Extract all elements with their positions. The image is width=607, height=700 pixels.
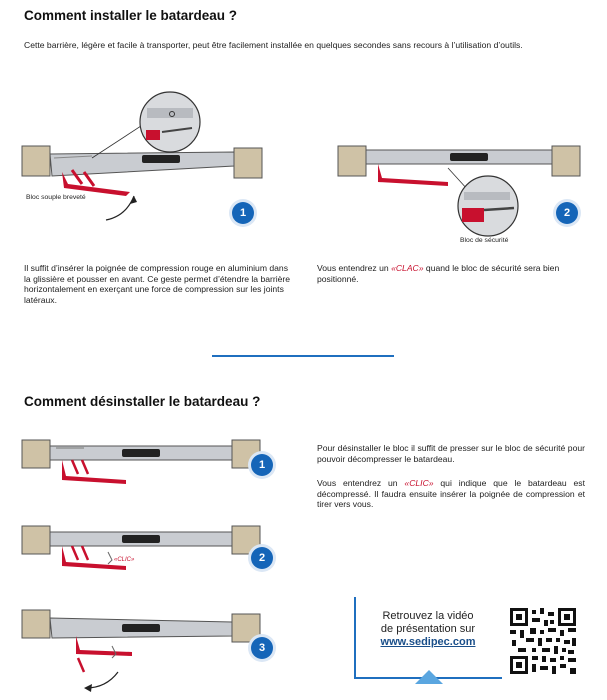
arrow-curve <box>106 196 137 220</box>
qr-code-icon[interactable] <box>510 608 576 674</box>
uninstall-step1-badge: 1 <box>251 454 273 476</box>
uninstall-para1: Pour désinstaller le bloc il suffit de presser sur le bloc de sécurité pour pouvoir décompresser le batardeau. <box>317 443 585 464</box>
uninstall-step2-badge: 2 <box>251 547 273 569</box>
wall-right-2 <box>552 146 580 176</box>
uninstall-clic-label: «CLIC» <box>114 557 135 563</box>
triangle-pointer-icon <box>415 670 443 684</box>
uninstall-step2-diagram <box>22 524 282 584</box>
install-intro: Cette barrière, légère et facile à transporter, peut être facilement installée en quelques secondes sans recours à l’utilisation d’outils. <box>24 40 523 50</box>
install-step2-text: Vous entendrez un «CLAC» quand le bloc de sécurité sera bien positionné. <box>317 263 560 284</box>
install-step1-badge: 1 <box>232 202 254 224</box>
install-step2-label: Bloc de sécurité <box>460 237 509 244</box>
install-step1-label: Bloc souple breveté <box>26 194 86 201</box>
clic-highlight: «CLIC» <box>404 478 434 488</box>
uninstall-step1-diagram <box>22 438 282 498</box>
install-title: Comment installer le batardeau ? <box>24 8 238 23</box>
uninstall-para2: Vous entendrez un «CLIC» qui indique que le batardeau est décompressé. Il faudra ensuite insérer la poignée de compression et tirer vers vous. <box>317 478 585 510</box>
install-step2-badge: 2 <box>556 202 578 224</box>
uninstall-step3-badge: 3 <box>251 637 273 659</box>
uninstall-title: Comment désinstaller le batardeau ? <box>24 394 261 409</box>
section-divider <box>212 355 394 357</box>
wall-right <box>234 148 262 178</box>
zoom-circle <box>92 92 200 158</box>
install-step2-diagram <box>338 138 588 248</box>
clac-highlight: «CLAC» <box>391 263 424 273</box>
video-line1: Retrouvez la vidéo <box>382 610 474 622</box>
uninstall-step3-diagram <box>22 608 282 693</box>
video-link[interactable]: www.sedipec.com <box>380 636 476 648</box>
wall-left-2 <box>338 146 366 176</box>
barrier-bar <box>50 152 234 176</box>
wall-left <box>22 146 50 176</box>
video-line2: de présentation sur <box>380 623 476 635</box>
pointer-hand-icon <box>108 552 112 564</box>
barrier-bar-2 <box>366 150 552 164</box>
zoom-circle-2 <box>448 168 518 236</box>
install-step1-text: Il suffit d’insérer la poignée de compression rouge en aluminium dans la glissière et pousser en avant. Ce geste permet d’étendre la barrière horizontalement en exerçant une force de compression sur les joints latéraux. <box>24 263 291 305</box>
red-handle-2 <box>378 164 448 186</box>
video-text <box>358 610 498 649</box>
